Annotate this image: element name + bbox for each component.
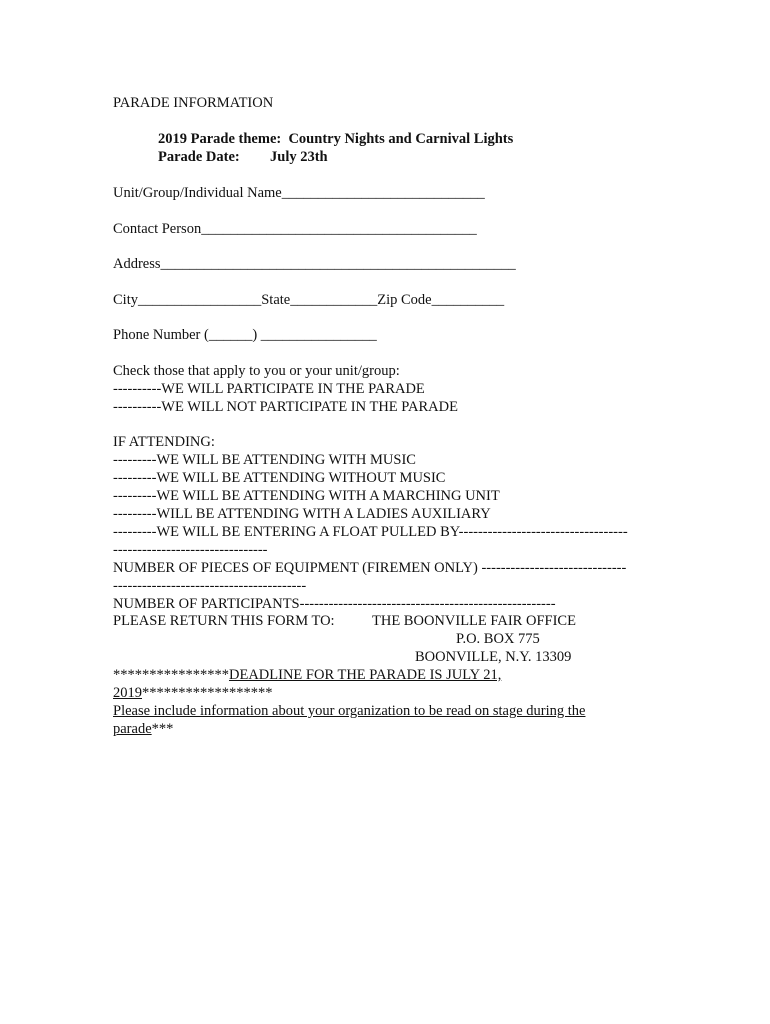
equipment-continuation[interactable]: ---------------------------------------- bbox=[113, 578, 307, 594]
deadline-year: 2019 bbox=[113, 685, 142, 701]
note-line-1: Please include information about your organization to be read on stage during the bbox=[113, 703, 586, 719]
return-label: PLEASE RETURN THIS FORM TO: bbox=[113, 613, 335, 629]
return-city: BOONVILLE, N.Y. 13309 bbox=[415, 649, 572, 665]
contact-field[interactable]: Contact Person______________________________________ bbox=[113, 221, 477, 237]
form-heading: PARADE INFORMATION bbox=[113, 95, 274, 111]
participants-field[interactable]: NUMBER OF PARTICIPANTS----------------------------------------------------- bbox=[113, 596, 556, 612]
option-ladies-auxiliary[interactable]: ---------WILL BE ATTENDING WITH A LADIES AUXILIARY bbox=[113, 506, 491, 522]
deadline-line-1 bbox=[113, 666, 501, 684]
address-field[interactable]: Address_________________________________________________ bbox=[113, 256, 516, 272]
name-field[interactable]: Unit/Group/Individual Name____________________________ bbox=[113, 185, 485, 201]
note-text: parade bbox=[113, 721, 152, 737]
return-box: P.O. BOX 775 bbox=[456, 631, 540, 647]
return-office: THE BOONVILLE FAIR OFFICE bbox=[372, 613, 576, 629]
option-will-participate[interactable]: ----------WE WILL PARTICIPATE IN THE PARADE bbox=[113, 381, 425, 397]
deadline-text: DEADLINE FOR THE PARADE IS JULY 21, bbox=[229, 667, 502, 683]
parade-theme: 2019 Parade theme: Country Nights and Carnival Lights bbox=[158, 131, 514, 147]
option-with-music[interactable]: ---------WE WILL BE ATTENDING WITH MUSIC bbox=[113, 452, 416, 468]
equipment-field[interactable]: NUMBER OF PIECES OF EQUIPMENT (FIREMEN ONLY) ------------------------------ bbox=[113, 560, 627, 576]
attending-heading: IF ATTENDING: bbox=[113, 434, 215, 450]
parade-date-value: July 23th bbox=[270, 149, 328, 165]
note-line-2 bbox=[113, 720, 173, 738]
deadline-stars: **************** bbox=[113, 667, 229, 683]
check-prompt: Check those that apply to you or your unit/group: bbox=[113, 363, 400, 379]
option-marching-unit[interactable]: ---------WE WILL BE ATTENDING WITH A MARCHING UNIT bbox=[113, 488, 500, 504]
deadline-stars-after: ****************** bbox=[142, 685, 273, 701]
city-state-zip-field[interactable]: City_________________State____________Zip Code__________ bbox=[113, 292, 505, 308]
phone-field[interactable]: Phone Number (______) ________________ bbox=[113, 327, 377, 343]
option-will-not-participate[interactable]: ----------WE WILL NOT PARTICIPATE IN THE PARADE bbox=[113, 399, 458, 415]
parade-date-label: Parade Date: bbox=[158, 149, 240, 165]
deadline-line-2 bbox=[113, 684, 273, 702]
parade-date-line bbox=[158, 148, 328, 166]
option-without-music[interactable]: ---------WE WILL BE ATTENDING WITHOUT MUSIC bbox=[113, 470, 446, 486]
note-stars: *** bbox=[151, 721, 174, 737]
option-float[interactable]: ---------WE WILL BE ENTERING A FLOAT PULLED BY----------------------------------- bbox=[113, 524, 628, 540]
float-continuation[interactable]: -------------------------------- bbox=[113, 542, 268, 558]
